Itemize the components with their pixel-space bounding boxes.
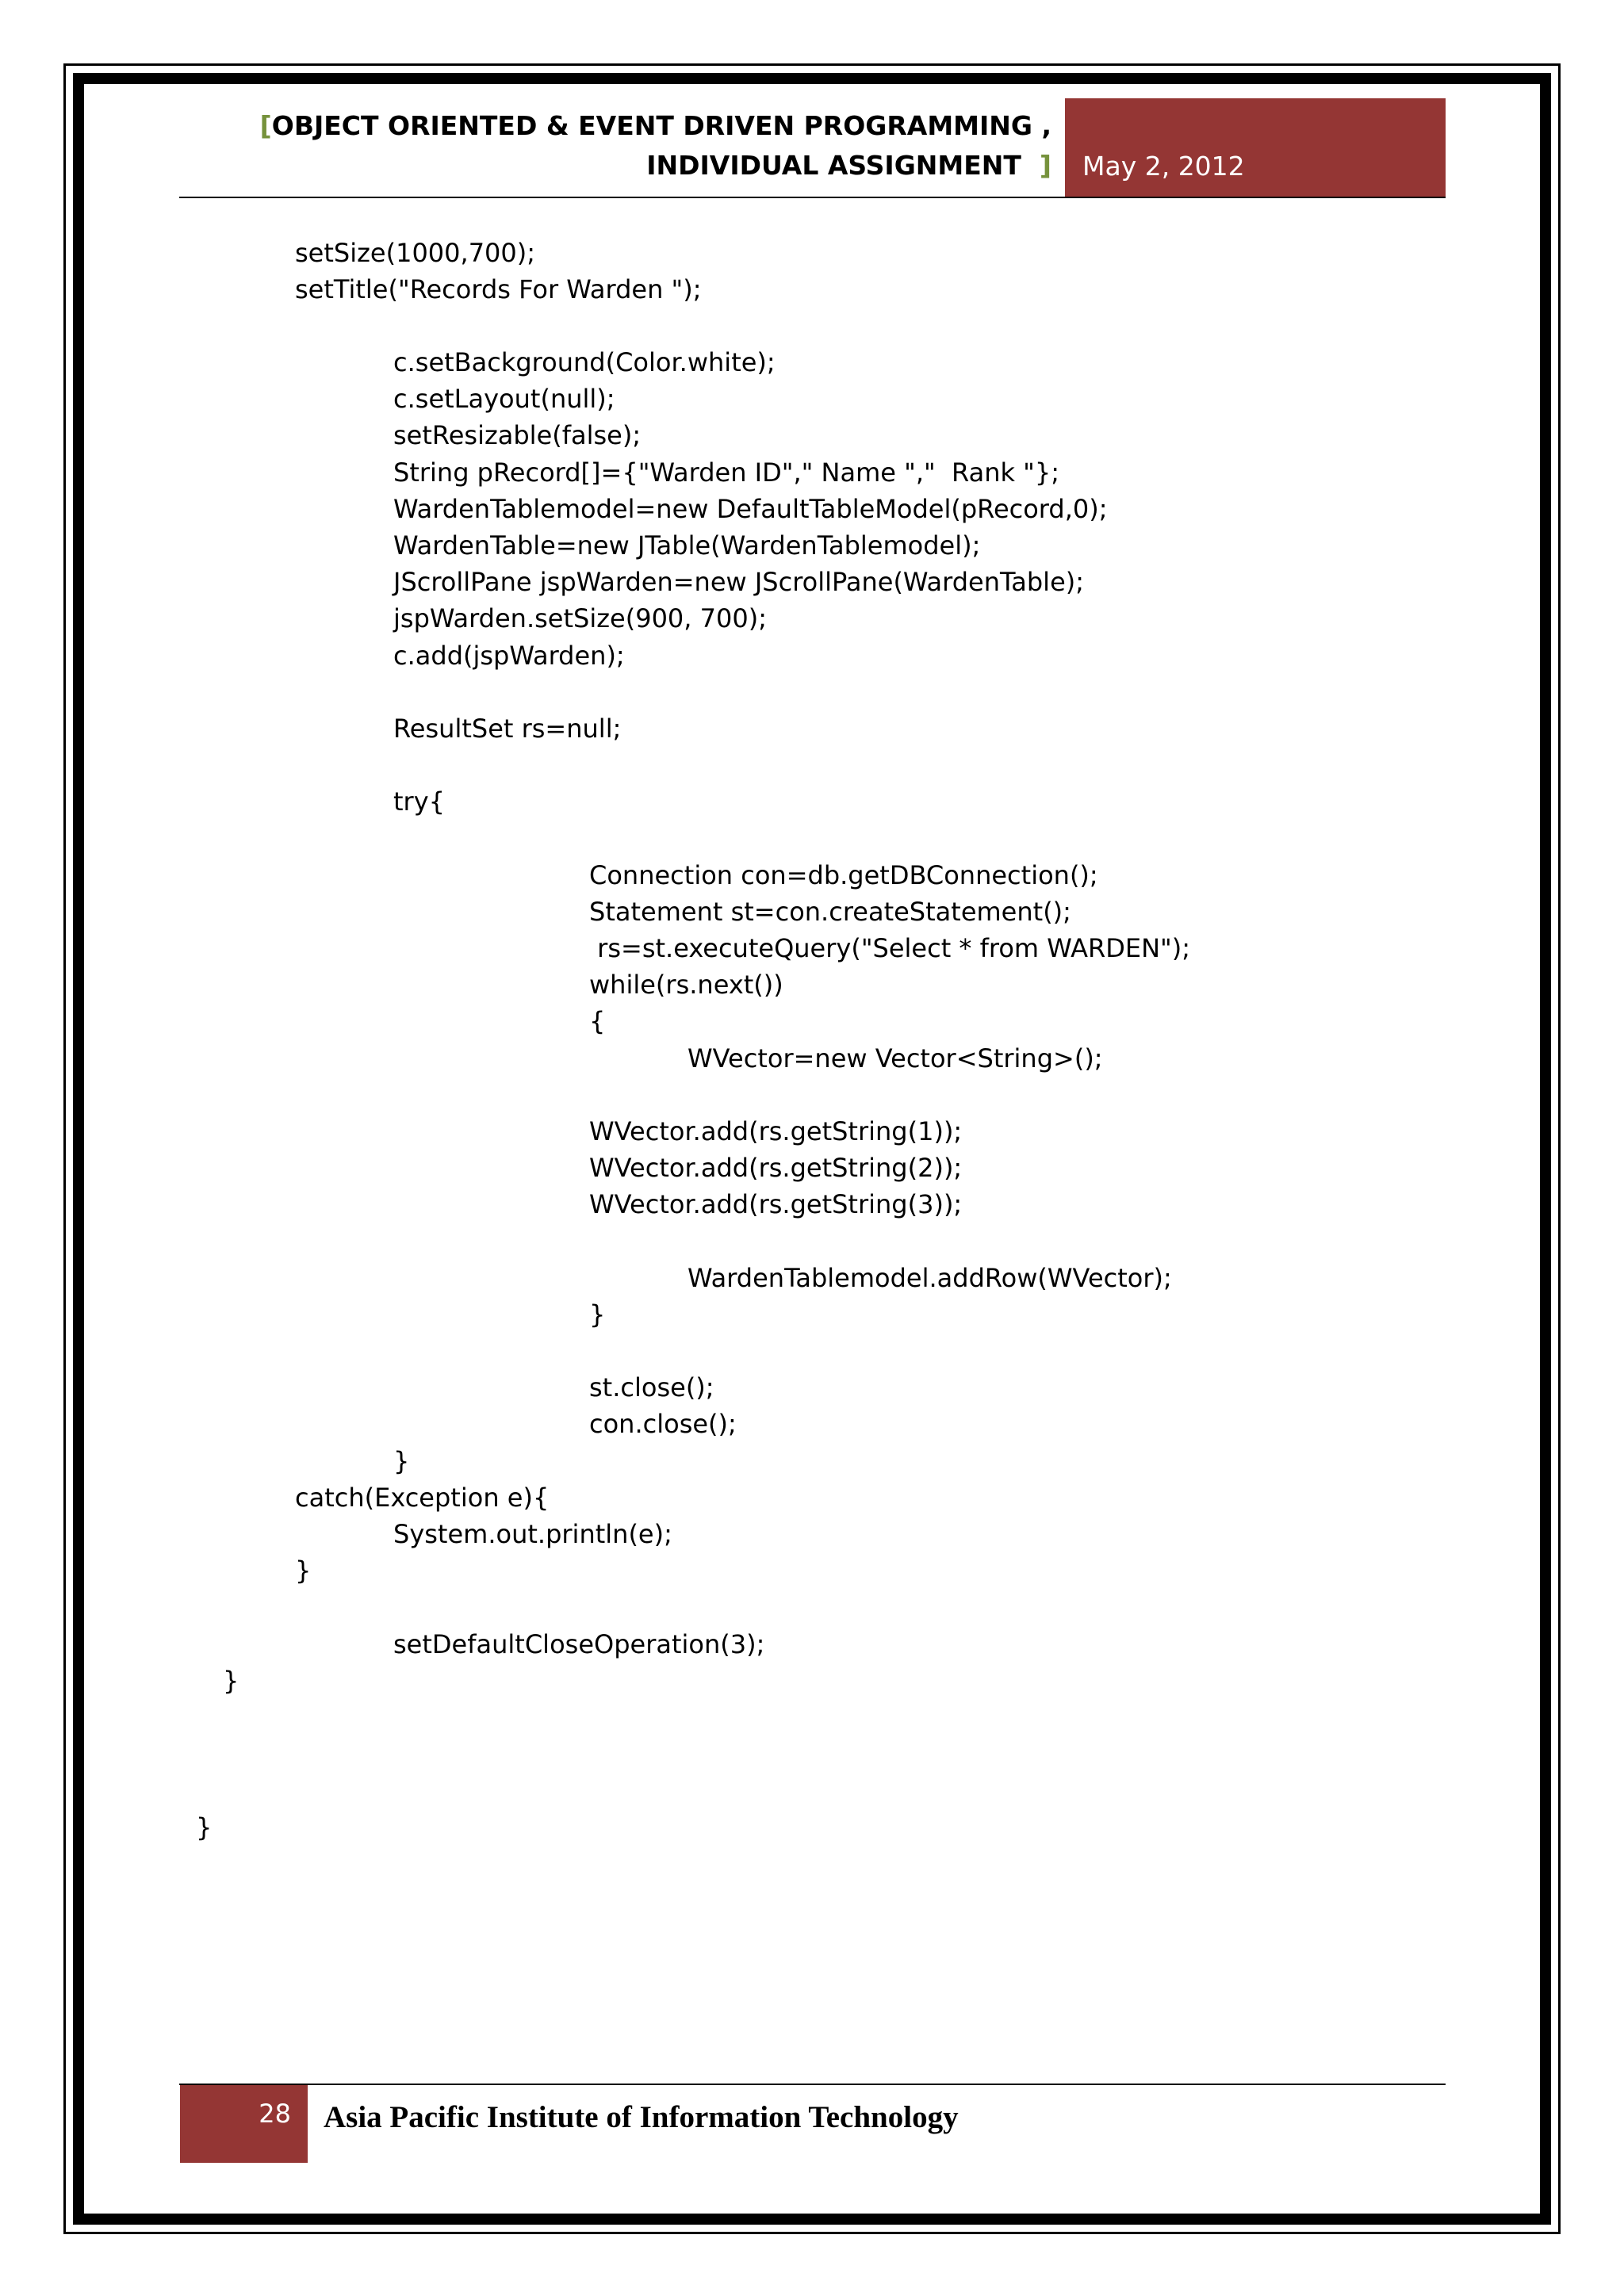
code-line: catch(Exception e){ — [295, 1483, 550, 1513]
code-line: } — [196, 1812, 213, 1843]
code-line: setDefaultCloseOperation(3); — [393, 1629, 765, 1659]
code-line: Connection con=db.getDBConnection(); — [589, 860, 1098, 890]
code-line: setResizable(false); — [393, 420, 642, 450]
code-line: } — [295, 1556, 312, 1586]
code-line: WardenTable=new JTable(WardenTablemodel); — [393, 530, 981, 561]
footer-divider — [179, 2084, 1446, 2085]
code-line: { — [589, 1006, 606, 1036]
code-line: c.add(jspWarden); — [393, 641, 625, 671]
page-number: 28 — [259, 2099, 291, 2129]
code-line: WVector.add(rs.getString(2)); — [589, 1153, 963, 1183]
code-line: setTitle("Records For Warden "); — [295, 274, 702, 304]
code-line: jspWarden.setSize(900, 700); — [393, 603, 767, 633]
code-line: } — [393, 1446, 410, 1476]
code-line: System.out.println(e); — [393, 1519, 672, 1549]
code-line: String pRecord[]={"Warden ID"," Name "," Rank "}; — [393, 457, 1060, 488]
code-line: while(rs.next()) — [589, 970, 783, 1000]
code-line: WVector.add(rs.getString(3)); — [589, 1189, 963, 1219]
code-line: WVector.add(rs.getString(1)); — [589, 1116, 963, 1146]
header-date: May 2, 2012 — [1082, 151, 1245, 182]
code-line: WardenTablemodel=new DefaultTableModel(pRecord,0); — [393, 494, 1108, 524]
code-line: st.close(); — [589, 1372, 714, 1402]
header-title-text2: INDIVIDUAL ASSIGNMENT — [646, 150, 1021, 181]
code-line: } — [223, 1666, 239, 1696]
footer-institute: Asia Pacific Institute of Information Technology — [324, 2100, 959, 2134]
code-line: ResultSet rs=null; — [393, 714, 622, 744]
code-line: setSize(1000,700); — [295, 238, 536, 268]
code-line: c.setBackground(Color.white); — [393, 347, 776, 377]
code-line: } — [589, 1299, 606, 1330]
page-number-box — [180, 2085, 308, 2163]
code-line: con.close(); — [589, 1409, 737, 1439]
code-line: JScrollPane jspWarden=new JScrollPane(WardenTable); — [393, 567, 1085, 597]
code-line: WardenTablemodel.addRow(WVector); — [688, 1263, 1172, 1293]
code-line: WVector=new Vector<String>(); — [688, 1043, 1103, 1073]
bracket-close: ] — [1039, 150, 1051, 181]
bracket-open: [ — [259, 110, 272, 141]
header-title-text1: OBJECT ORIENTED & EVENT DRIVEN PROGRAMMING , — [271, 110, 1051, 141]
code-line: try{ — [393, 786, 445, 817]
code-line: rs=st.executeQuery("Select * from WARDEN"); — [589, 933, 1191, 963]
code-line: Statement st=con.createStatement(); — [589, 897, 1071, 927]
code-line: c.setLayout(null); — [393, 384, 615, 414]
